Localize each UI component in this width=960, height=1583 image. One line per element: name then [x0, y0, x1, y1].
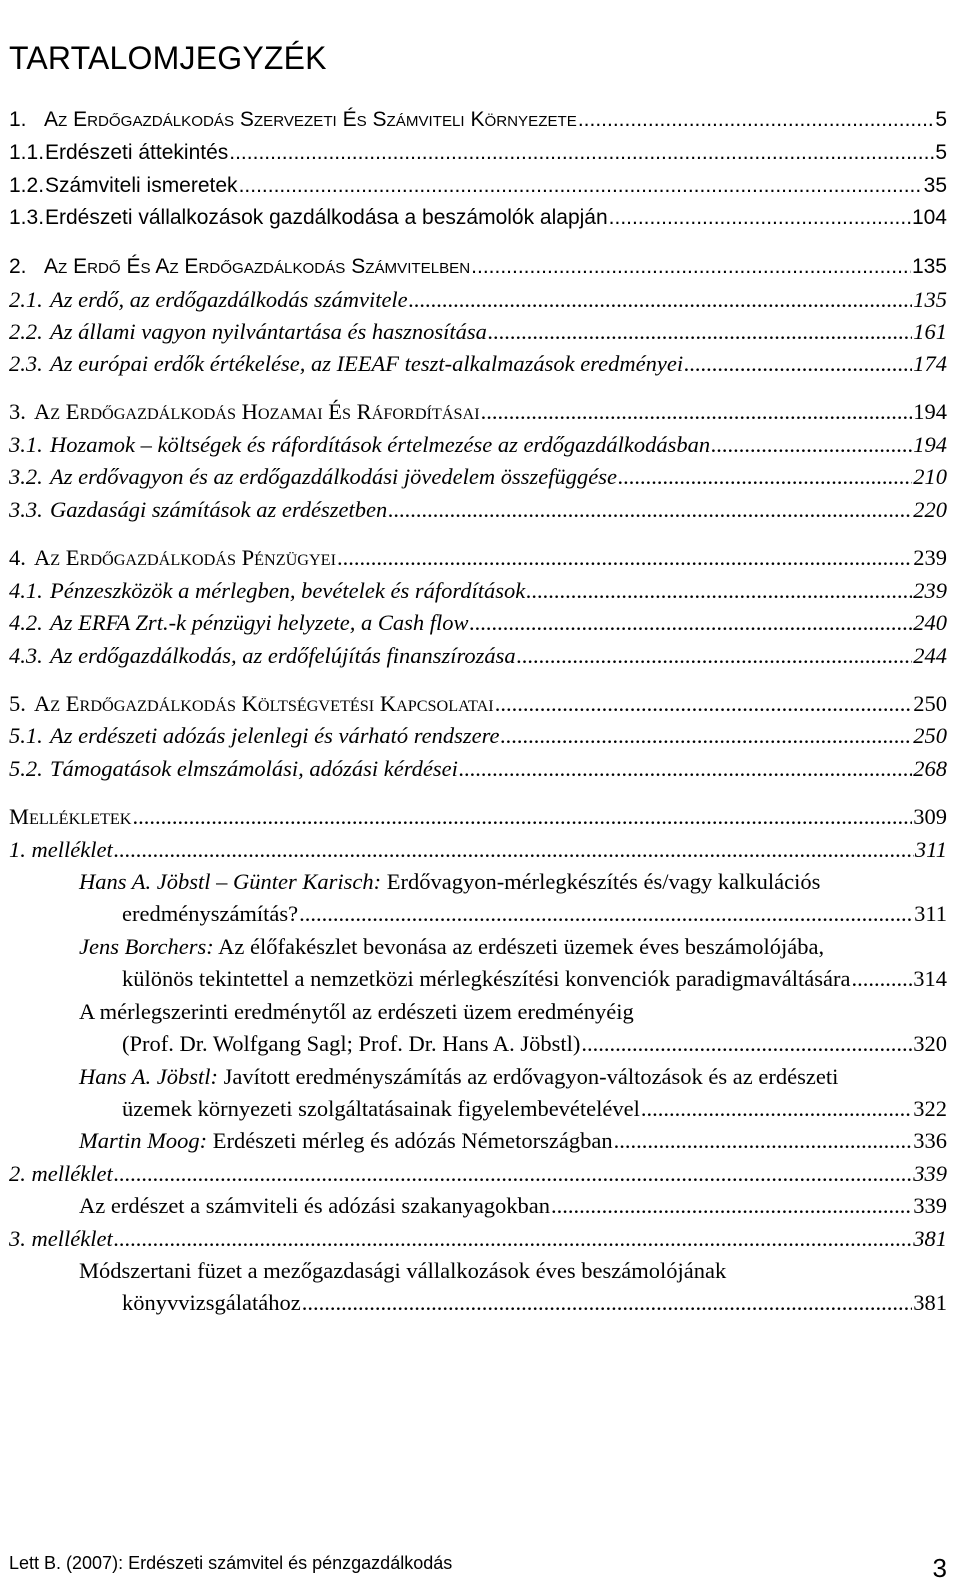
- dot-leader: [388, 494, 912, 526]
- dot-leader: [488, 316, 912, 348]
- toc-entry[interactable]: [0, 461, 960, 493]
- dot-leader: [501, 720, 913, 752]
- toc-entry-continuation[interactable]: [0, 963, 960, 995]
- toc-entry-number: 4.2.: [9, 610, 43, 635]
- toc-entry-title: Az állami vagyon nyilvántartása és hasznosítása: [50, 319, 487, 344]
- dot-leader: [239, 170, 923, 202]
- toc-entry[interactable]: [0, 688, 960, 720]
- toc-entry-title-rest: Erdővagyon-mérlegkészítés és/vagy kalkulációs: [381, 869, 821, 894]
- toc-entry-title: AZ ERDŐGAZDÁLKODÁS KÖLTSÉGVETÉSI KAPCSOLATAI: [34, 691, 494, 716]
- toc-entry-title: Az erdővagyon és az erdőgazdálkodási jövedelem összefüggése: [50, 464, 617, 489]
- toc-page-number: 194: [913, 432, 947, 457]
- toc-entry-number: 4.1.: [9, 578, 43, 603]
- toc-entry-title: Erdészeti vállalkozások gazdálkodása a beszámolók alapján: [45, 206, 608, 229]
- toc-entry[interactable]: [0, 866, 960, 898]
- toc-page-number: 135: [913, 287, 947, 312]
- toc-page-number: 220: [913, 497, 947, 522]
- toc-entry-continuation[interactable]: [0, 898, 960, 930]
- toc-entry-title: Gazdasági számítások az erdészetben: [50, 497, 388, 522]
- toc-entry-title: Hans A. Jöbstl:: [79, 1064, 218, 1089]
- toc-entry-title: AZ ERDŐ ÉS AZ ERDŐGAZDÁLKODÁS SZÁMVITELBEN: [44, 255, 471, 278]
- page-number: 3: [932, 1553, 947, 1583]
- toc-entry-title-cont: könyvvizsgálatához: [122, 1290, 301, 1315]
- dot-leader: [229, 137, 934, 169]
- toc-entry-continuation[interactable]: [0, 1028, 960, 1060]
- toc-entry[interactable]: [0, 316, 960, 348]
- toc-page-number: 5: [935, 141, 947, 164]
- footer-text: Lett B. (2007): Erdészeti számvitel és pénzgazdálkodás: [9, 1553, 453, 1573]
- toc-entry[interactable]: [0, 753, 960, 785]
- toc-entry[interactable]: [0, 137, 960, 169]
- dot-leader: [609, 202, 911, 234]
- toc-entry-title: Az ERFA Zrt.-k pénzügyi helyzete, a Cash flow: [50, 610, 469, 635]
- toc-entry-title: Martin Moog:: [79, 1128, 208, 1153]
- toc-entry-title: Támogatások elmszámolási, adózási kérdései: [50, 756, 458, 781]
- toc-entry[interactable]: [0, 1061, 960, 1093]
- toc-entry[interactable]: [0, 396, 960, 428]
- toc-entry-title: Az erdészeti adózás jelenlegi és várható rendszere: [50, 723, 500, 748]
- toc-entry-continuation[interactable]: [0, 1093, 960, 1125]
- toc-entry[interactable]: [0, 1223, 960, 1255]
- toc-entry[interactable]: [0, 284, 960, 316]
- dot-leader: [641, 1093, 912, 1125]
- toc-page-number: 320: [913, 1031, 947, 1056]
- dot-leader: [337, 542, 912, 574]
- toc-entry[interactable]: [0, 202, 960, 234]
- toc-entry[interactable]: [0, 1158, 960, 1190]
- dot-leader: [481, 396, 913, 428]
- toc-entry-number: 5.2.: [9, 756, 43, 781]
- dot-leader: [495, 688, 913, 720]
- toc-page-number: 339: [913, 1161, 947, 1186]
- toc-entry-number: 3.3.: [9, 497, 43, 522]
- toc-entry[interactable]: [0, 251, 960, 283]
- dot-leader: [711, 429, 912, 461]
- toc-page-number: 381: [913, 1226, 947, 1251]
- toc-page-number: 336: [913, 1128, 947, 1153]
- toc-page-number: 314: [913, 966, 947, 991]
- toc-page-number: 268: [913, 756, 947, 781]
- toc-entry-number: 1.1.: [9, 141, 45, 164]
- toc-entry-title: 2. melléklet: [9, 1161, 113, 1186]
- toc-entry[interactable]: [0, 170, 960, 202]
- dot-leader: [133, 801, 913, 833]
- dot-leader: [851, 963, 912, 995]
- toc-page-number: 311: [914, 837, 947, 862]
- toc-entry[interactable]: [0, 834, 960, 866]
- dot-leader: [578, 104, 934, 136]
- toc-entry-title-rest: Javított eredményszámítás az erdővagyon-változások és az erdészeti: [217, 1064, 839, 1089]
- toc-entry-title: 1. melléklet: [9, 837, 113, 862]
- toc-entry[interactable]: [0, 104, 960, 136]
- toc-entry-number: 1.2.: [9, 174, 45, 197]
- toc-entry-title-rest: Erdészeti mérleg és adózás Németországban: [207, 1128, 613, 1153]
- toc-entry-number: 2.: [9, 255, 27, 278]
- toc-entry-title-cont: (Prof. Dr. Wolfgang Sagl; Prof. Dr. Hans A. Jöbstl): [122, 1031, 581, 1056]
- toc-page-number: 381: [913, 1290, 947, 1315]
- toc-page-number: 210: [913, 464, 947, 489]
- dot-leader: [471, 251, 911, 283]
- dot-leader: [618, 461, 912, 493]
- toc-entry-number: 3.1.: [9, 432, 43, 457]
- toc-entry-title: Az európai erdők értékelése, az IEEAF teszt-alkalmazások eredményei: [50, 351, 684, 376]
- toc-entry-title: Jens Borchers:: [79, 934, 214, 959]
- toc-entry[interactable]: [0, 1125, 960, 1157]
- page-title: TARTALOMJEGYZÉK: [9, 40, 327, 76]
- toc-page-number: 244: [913, 643, 947, 668]
- toc-page-number: 174: [913, 351, 947, 376]
- toc-entry-continuation[interactable]: [0, 1287, 960, 1319]
- dot-leader: [526, 575, 912, 607]
- toc-entry-number: 4.3.: [9, 643, 43, 668]
- dot-leader: [470, 607, 913, 639]
- dot-leader: [684, 348, 912, 380]
- dot-leader: [114, 1158, 913, 1190]
- toc-entry-number: 2.1.: [9, 287, 43, 312]
- dot-leader: [517, 640, 913, 672]
- toc-entry-title: A mérlegszerinti eredménytől az erdészeti üzem eredményéig: [79, 999, 634, 1024]
- toc-entry[interactable]: [0, 348, 960, 380]
- toc-entry[interactable]: [0, 720, 960, 752]
- toc-entry-title: Hans A. Jöbstl – Günter Karisch:: [79, 869, 382, 894]
- dot-leader: [581, 1028, 912, 1060]
- toc-entry[interactable]: [0, 429, 960, 461]
- toc-page-number: 5: [935, 108, 947, 131]
- toc-entry[interactable]: [0, 575, 960, 607]
- toc-page-number: 239: [913, 578, 947, 603]
- dot-leader: [459, 753, 912, 785]
- toc-entry-number: 4.: [9, 545, 26, 570]
- toc-page-number: 339: [913, 1193, 947, 1218]
- toc-entry-title-cont: különös tekintettel a nemzetközi mérlegkészítési konvenciók paradigmaváltására: [122, 966, 851, 991]
- toc-entry-number: 3.2.: [9, 464, 43, 489]
- toc-entry-number: 2.3.: [9, 351, 43, 376]
- toc-entry-title: Módszertani füzet a mezőgazdasági vállalkozások éves beszámolójának: [79, 1258, 727, 1283]
- toc-entry[interactable]: [0, 494, 960, 526]
- toc-entry-title: Számviteli ismeretek: [45, 174, 238, 197]
- dot-leader: [302, 1287, 913, 1319]
- toc-entry-number: 1.: [9, 108, 27, 131]
- toc-entry-title: Pénzeszközök a mérlegben, bevételek és ráfordítások: [50, 578, 526, 603]
- toc-entry-title: Erdészeti áttekintés: [45, 141, 229, 164]
- dot-leader: [114, 1223, 913, 1255]
- toc-entry[interactable]: [0, 801, 960, 833]
- toc-entry-title: MELLÉKLETEK: [9, 804, 132, 829]
- toc-entry-title: AZ ERDŐGAZDÁLKODÁS PÉNZÜGYEI: [34, 545, 336, 570]
- toc-entry[interactable]: [0, 1255, 960, 1287]
- toc-page-number: 250: [913, 691, 947, 716]
- toc-entry-title-cont: eredményszámítás?: [122, 901, 299, 926]
- toc-entry[interactable]: [0, 1190, 960, 1222]
- toc-entry-number: 5.: [9, 691, 26, 716]
- toc-entry-number: 2.2.: [9, 319, 43, 344]
- dot-leader: [614, 1125, 913, 1157]
- toc-entry[interactable]: [0, 996, 960, 1028]
- toc-entry[interactable]: [0, 931, 960, 963]
- toc-page-number: 240: [913, 610, 947, 635]
- toc-page-number: 161: [913, 319, 947, 344]
- dot-leader: [299, 898, 913, 930]
- toc-entry-title: 3. melléklet: [9, 1226, 113, 1251]
- toc-page-number: 194: [913, 399, 947, 424]
- dot-leader: [551, 1190, 912, 1222]
- dot-leader: [409, 284, 913, 316]
- toc-entry-title-rest: Az élőfakészlet bevonása az erdészeti üzemek éves beszámolójába,: [213, 934, 825, 959]
- dot-leader: [114, 834, 914, 866]
- toc-page-number: 311: [914, 901, 947, 926]
- toc-entry-title-cont: üzemek környezeti szolgáltatásainak figyelembevételével: [122, 1096, 640, 1121]
- toc-entry-title: AZ ERDŐGAZDÁLKODÁS SZERVEZETI ÉS SZÁMVITELI KÖRNYEZETE: [44, 108, 577, 131]
- toc-entry-number: 1.3.: [9, 206, 45, 229]
- toc-entry[interactable]: [0, 640, 960, 672]
- toc-entry-title: Az erdészet a számviteli és adózási szakanyagokban: [79, 1193, 551, 1218]
- toc-page-number: 309: [913, 804, 947, 829]
- toc-entry-number: 3.: [9, 399, 26, 424]
- toc-entry-title: Az erdő, az erdőgazdálkodás számvitele: [50, 287, 408, 312]
- toc-page-number: 104: [911, 206, 947, 229]
- toc-page-number: 135: [911, 255, 947, 278]
- toc-entry[interactable]: [0, 542, 960, 574]
- toc-entry-title: Hozamok – költségek és ráfordítások értelmezése az erdőgazdálkodásban: [50, 432, 711, 457]
- toc-entry-title: AZ ERDŐGAZDÁLKODÁS HOZAMAI ÉS RÁFORDÍTÁSAI: [34, 399, 480, 424]
- toc-entry-title: Az erdőgazdálkodás, az erdőfelújítás finanszírozása: [50, 643, 516, 668]
- toc-page-number: 250: [913, 723, 947, 748]
- toc-page-number: 239: [913, 545, 947, 570]
- toc-entry[interactable]: [0, 607, 960, 639]
- toc-entry-number: 5.1.: [9, 723, 43, 748]
- toc-page-number: 322: [913, 1096, 947, 1121]
- toc-page-number: 35: [923, 174, 947, 197]
